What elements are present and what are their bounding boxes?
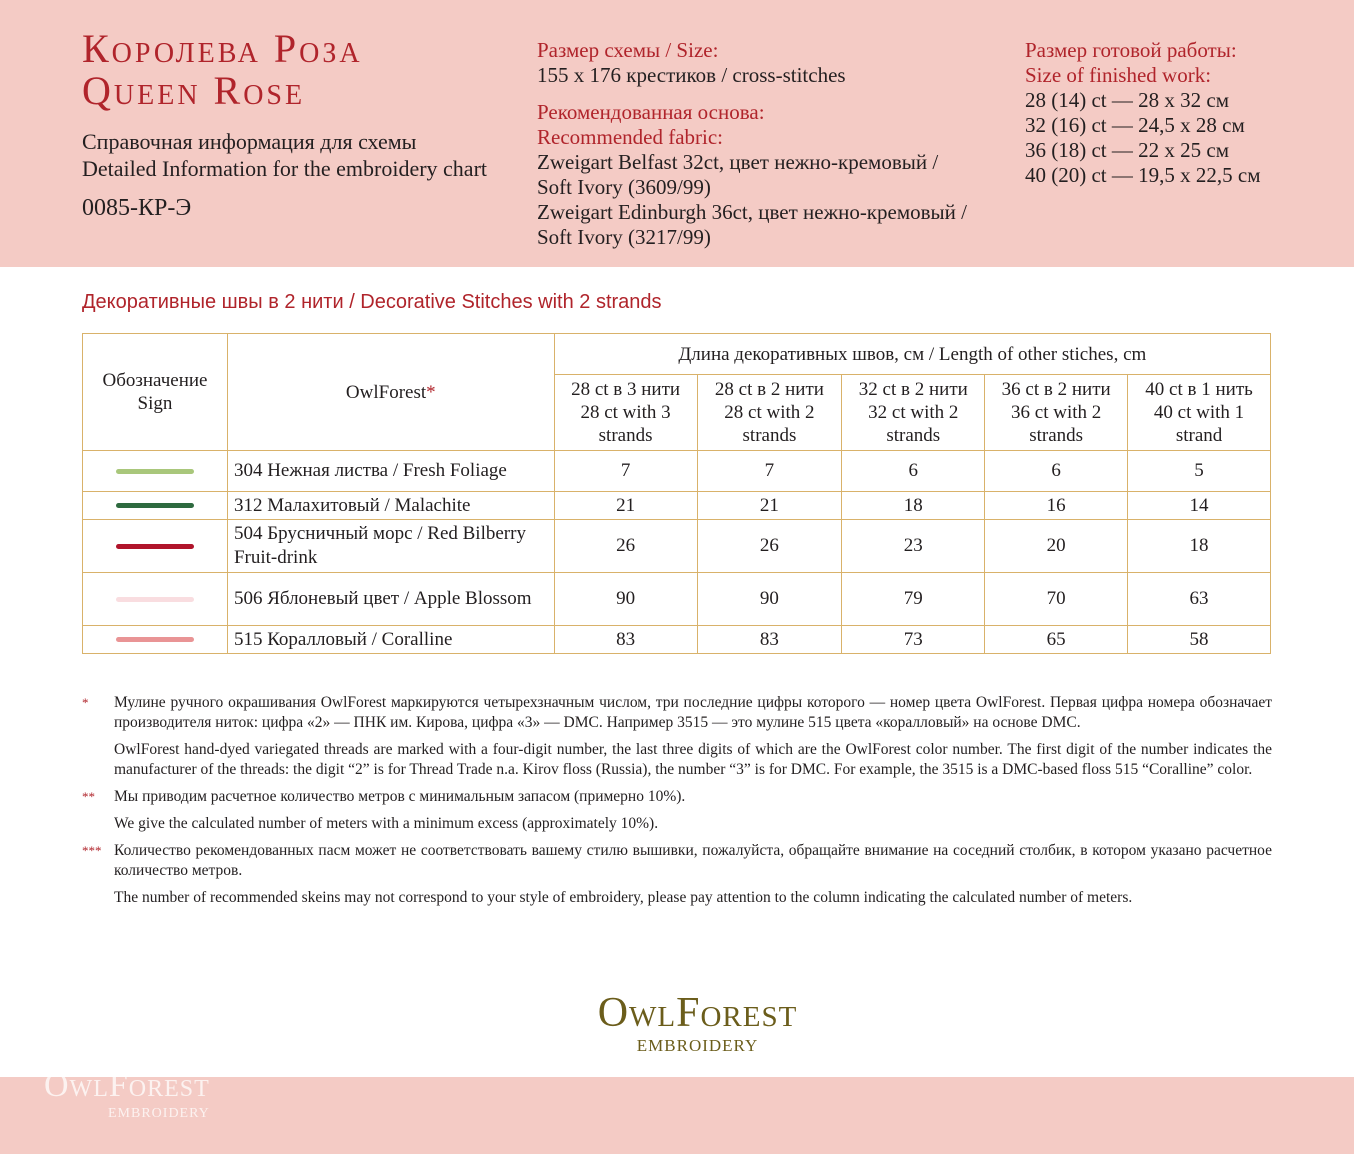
footnote-mark [82,740,114,780]
thread-name: 504 Брусничный морс / Red Bilberry Fruit-drink [227,520,554,573]
footnote-mark: *** [82,843,102,858]
length-cell: 83 [554,626,697,654]
footnote [82,888,1272,908]
watermark-tagline: EMBROIDERY [108,1106,210,1121]
footnotes [82,693,1272,915]
length-cell: 20 [985,520,1128,573]
stitch-table [82,333,1271,654]
finished-label-en: Size of finished work: [1025,63,1212,87]
thread-swatch [83,626,228,654]
length-cell: 7 [554,451,697,492]
fabric-label-ru: Рекомендованная основа: [537,100,765,124]
footnote [82,693,1272,733]
length-cell: 16 [985,492,1128,520]
finished-label-ru: Размер готовой работы: [1025,38,1237,62]
footnote [82,740,1272,780]
length-cell: 70 [985,573,1128,626]
footnote [82,814,1272,834]
length-cell: 58 [1128,626,1271,654]
thread-swatch [83,573,228,626]
swatch-line [116,637,194,642]
subtitle [82,128,487,182]
subtitle-en: Detailed Information for the embroidery chart [82,156,488,181]
size-value: 155 x 176 крестиков / cross-stitches [537,63,846,87]
footnote [82,841,1272,881]
swatch-line [116,503,194,508]
length-cell: 6 [985,451,1128,492]
thread-name: 312 Малахитовый / Malachite [227,492,554,520]
logo-wordmark: OwlForest [597,990,798,1036]
thread-swatch [83,451,228,492]
table-row [83,520,1271,573]
finished-size-info [1025,38,1325,188]
footnote-mark: ** [82,789,95,804]
header-band [0,0,1354,267]
fabric-label-en: Recommended fabric: [537,125,724,149]
length-cell: 18 [1128,520,1271,573]
length-cell: 65 [985,626,1128,654]
watermark-logo [44,1066,210,1122]
length-cell: 7 [697,451,842,492]
length-cell: 63 [1128,573,1271,626]
thread-name: 506 Яблоневый цвет / Apple Blossom [227,573,554,626]
section-title: Декоративные швы в 2 нити / Decorative Stitches with 2 strands [82,291,662,313]
finished-line: 28 (14) ct — 28 x 32 см [1025,88,1230,112]
length-cell: 6 [842,451,985,492]
footnote-mark: * [426,381,436,403]
thread-swatch [83,492,228,520]
column-header: 32 ct в 2 нити 32 ct with 2 strands [842,375,985,451]
column-header: 36 ct в 2 нити 36 ct with 2 strands [985,375,1128,451]
finished-line: 32 (16) ct — 24,5 x 28 см [1025,113,1245,137]
table-row [83,626,1271,654]
length-cell: 90 [697,573,842,626]
length-cell: 79 [842,573,985,626]
length-cell: 90 [554,573,697,626]
length-cell: 14 [1128,492,1271,520]
watermark-wordmark: OwlForest [44,1067,210,1104]
length-header: Длина декоративных швов, см / Length of other stiches, cm [554,334,1270,375]
fabric-line: Soft Ivory (3217/99) [537,225,711,249]
thread-swatch [83,520,228,573]
page-title [82,28,363,112]
footnote-mark [82,814,114,834]
thread-name: 304 Нежная листва / Fresh Foliage [227,451,554,492]
chart-code: 0085-КР-Э [82,195,192,221]
logo-tagline: EMBROIDERY [636,1036,759,1055]
sign-header: Обозначение Sign [83,334,228,451]
fabric-line: Soft Ivory (3609/99) [537,175,711,199]
table-row [83,451,1271,492]
column-header: 28 ct в 3 нити 28 ct with 3 strands [554,375,697,451]
footnote-mark [82,888,114,908]
length-cell: 26 [554,520,697,573]
thread-name: 515 Коралловый / Coralline [227,626,554,654]
length-cell: 18 [842,492,985,520]
footnote-text: Количество рекомендованных пасм может не соответствовать вашему стилю вышивки, пожалуйста, обращайте внимание на соседний столбик, в котором указано расчетное количество метров. [114,842,1272,879]
length-cell: 26 [697,520,842,573]
subtitle-ru: Справочная информация для схемы [82,129,417,154]
length-cell: 73 [842,626,985,654]
brand-header: OwlForest* [227,334,554,451]
swatch-line [116,544,194,549]
swatch-line [116,469,194,474]
length-cell: 83 [697,626,842,654]
length-cell: 21 [554,492,697,520]
footnote-mark: * [82,695,89,710]
footnote-text: The number of recommended skeins may not correspond to your style of embroidery, please pay attention to the column indicating the calculated number of meters. [114,889,1133,906]
column-header: 40 ct в 1 нить 40 ct with 1 strand [1128,375,1271,451]
brand-logo [560,990,835,1056]
footnote-text: We give the calculated number of meters with a minimum excess (approximately 10%). [114,815,659,832]
footnote [82,787,1272,807]
footnote-text: Мы приводим расчетное количество метров с минимальным запасом (примерно 10%). [114,788,686,805]
table-row [83,573,1271,626]
swatch-line [116,597,194,602]
length-cell: 5 [1128,451,1271,492]
length-cell: 21 [697,492,842,520]
finished-line: 36 (18) ct — 22 x 25 см [1025,138,1230,162]
table-row [83,492,1271,520]
title-ru: Королева Роза [82,26,363,71]
chart-size-info [537,38,1017,250]
finished-line: 40 (20) ct — 19,5 x 22,5 см [1025,163,1261,187]
length-cell: 23 [842,520,985,573]
fabric-line: Zweigart Belfast 32ct, цвет нежно-кремовый / [537,150,939,174]
column-header: 28 ct в 2 нити 28 ct with 2 strands [697,375,842,451]
title-en: Queen Rose [82,68,306,113]
size-label: Размер схемы / Size: [537,38,719,62]
footnote-text: Мулине ручного окрашивания OwlForest маркируются четырехзначным числом, три последние цифры которого — номер цвета OwlForest. Первая цифра номера обозначает производителя ниток: цифра «2» — ПНК им. Кирова, цифра «3» — DMC. Например 3515 — это мулине 515 цвета «коралловый» на основе DMC. [114,694,1272,731]
fabric-line: Zweigart Edinburgh 36ct, цвет нежно-кремовый / [537,200,967,224]
footnote-text: OwlForest hand-dyed variegated threads are marked with a four-digit number, the last three digits of which are the OwlForest color number. The first digit of the number indicates the manufacturer of the threads: the digit “2” is for Thread Trade n.a. Kirov floss (Russia), the number “3” is for DMC. For example, the 3515 is a DMC-based floss 515 “Coralline” color. [114,741,1272,778]
